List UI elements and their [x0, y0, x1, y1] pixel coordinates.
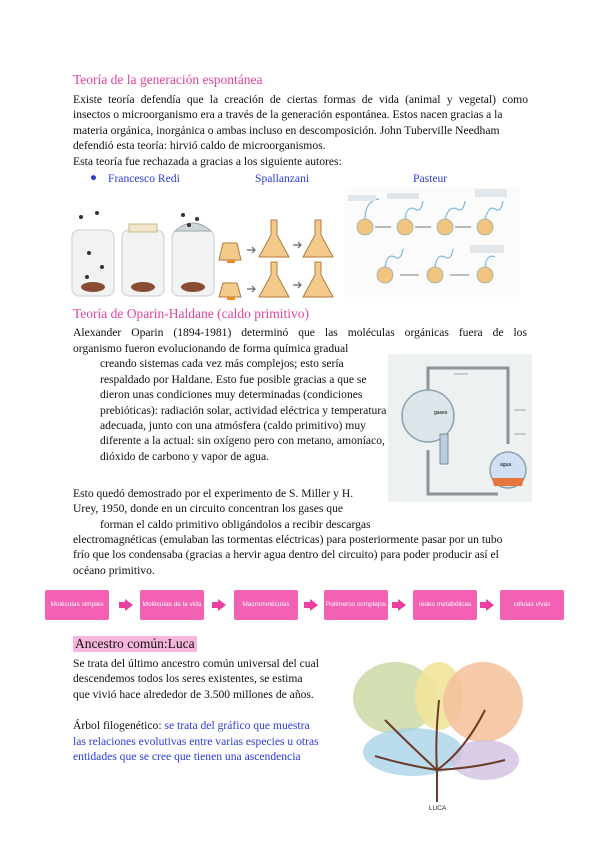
flow-arrow-icon: [398, 599, 406, 611]
flow-step-molecules-of-life: Moléculas de la vida: [140, 590, 204, 620]
text-line: defendió esta teoría: hirvió caldo de microorganismos.: [73, 139, 326, 153]
text-line: océano primitivo.: [73, 563, 155, 577]
phylogenetic-tree-definition-continued: [73, 734, 331, 765]
text-line: dieron unas condiciones muy determinadas (condiciones: [100, 388, 363, 402]
flow-arrow-icon: [125, 599, 133, 611]
section-title-oparin-haldane: Teoría de Oparin-Haldane (caldo primitivo): [73, 306, 309, 321]
text-line: las relaciones evolutivas entre varias especies u otras: [73, 735, 319, 748]
flow-arrow-icon: [486, 599, 494, 611]
text-line: Esto quedó demostrado por el experimento de S. Miller y H.: [73, 487, 354, 500]
flow-arrow-icon: [218, 599, 226, 611]
phylogenetic-tree-definition: se trata del gráfico que muestra: [164, 719, 310, 732]
text-line: prebióticas): radiación solar, actividad eléctrica y temperatura: [100, 403, 387, 417]
text-line: organismo fueron evolucionando de forma química gradual: [73, 342, 349, 355]
spontaneous-generation-paragraph: [73, 92, 528, 169]
text-line: Se trata del último ancestro común universal del cual: [73, 657, 319, 670]
text-line: electromagnéticas (emulaban las tormentas eléctricas) para posteriormente pasar por un tubo: [73, 533, 503, 546]
luca-label: LUCA: [429, 805, 447, 812]
text-line: creando sistemas cada vez más complejos; esto sería: [100, 357, 344, 371]
flow-step-macromolecules: Macromoléculas: [234, 590, 298, 620]
text-line: materia orgánica, inorgánica o ambas incluso en descomposición. John Tuberville Needham: [73, 123, 500, 137]
luca-paragraph: [73, 656, 331, 702]
text-line: entidades que se cree que tienen una ascendencia: [73, 750, 301, 764]
text-line: adecuada, junto con una atmósfera (caldo primitivo) muy: [100, 419, 366, 433]
oparin-paragraph: [73, 341, 387, 464]
text-line: frío que los condensaba (gracias a hervir agua dentro del circuito) para poder producir así el: [73, 548, 499, 562]
text-line: dióxido de carbono y vapor de agua.: [100, 449, 270, 463]
phylogenetic-tree-definition-line: [73, 718, 310, 733]
text-line: Existe teoría defendía que la creación de ciertas formas de vida (animal y vegetal) como: [73, 93, 528, 106]
section-title-luca: Ancestro común:Luca: [75, 636, 195, 651]
flow-arrow-icon: [310, 599, 318, 611]
flow-step-simple-molecules: Moléculas simples: [45, 590, 109, 620]
miller-urey-paragraph-continued: [73, 532, 528, 578]
author-pasteur: Pasteur: [413, 172, 448, 185]
text-line: insectos o microorganismo era a través de la generación espontánea. Estos nacen gracias a la: [73, 108, 503, 122]
section-title-spontaneous-generation: Teoría de la generación espontánea: [73, 72, 263, 87]
text-line: Esta teoría fue rechazada a gracias a los siguiente autores:: [73, 154, 342, 168]
flow-step-living-cells: células vivas: [500, 590, 564, 620]
text-line: forman el caldo primitivo obligándolos a recibir descargas: [100, 517, 371, 531]
text-line: descendemos todos los seres existentes, se estima: [73, 672, 303, 686]
author-spallanzani: Spallanzani: [255, 172, 310, 185]
redi-jars-illustration: [67, 205, 217, 300]
bullet-dot: ●: [90, 171, 98, 184]
text-line: respaldado por Haldane. Esto fue posible gracias a que se: [100, 372, 367, 386]
flow-step-complex-polymers: Polímeros complejos: [324, 590, 388, 620]
phylogenetic-tree-label: Árbol filogenético:: [73, 719, 162, 732]
svg-text:agua: agua: [500, 462, 512, 468]
miller-urey-paragraph: [73, 486, 381, 532]
text-line: diferente a la actual: sin oxígeno pero con metano, amoníaco,: [100, 434, 385, 448]
author-redi: Francesco Redi: [108, 172, 180, 185]
pasteur-flasks-illustration: [345, 187, 520, 297]
miller-urey-apparatus-diagram: [388, 354, 532, 502]
svg-text:gases: gases: [434, 410, 448, 416]
spallanzani-flasks-illustration: [215, 205, 345, 300]
text-line: Urey, 1950, donde en un circuito concentran los gases que: [73, 502, 344, 516]
text-line: que vivió hace alrededor de 3.500 millones de años.: [73, 687, 314, 701]
phylogenetic-tree-illustration: [345, 660, 530, 812]
flow-step-metabolic-networks: redes metabólicas: [413, 590, 477, 620]
oparin-first-line: Alexander Oparin (1894-1981) determinó que las moléculas orgánicas fuera de los: [73, 326, 527, 339]
